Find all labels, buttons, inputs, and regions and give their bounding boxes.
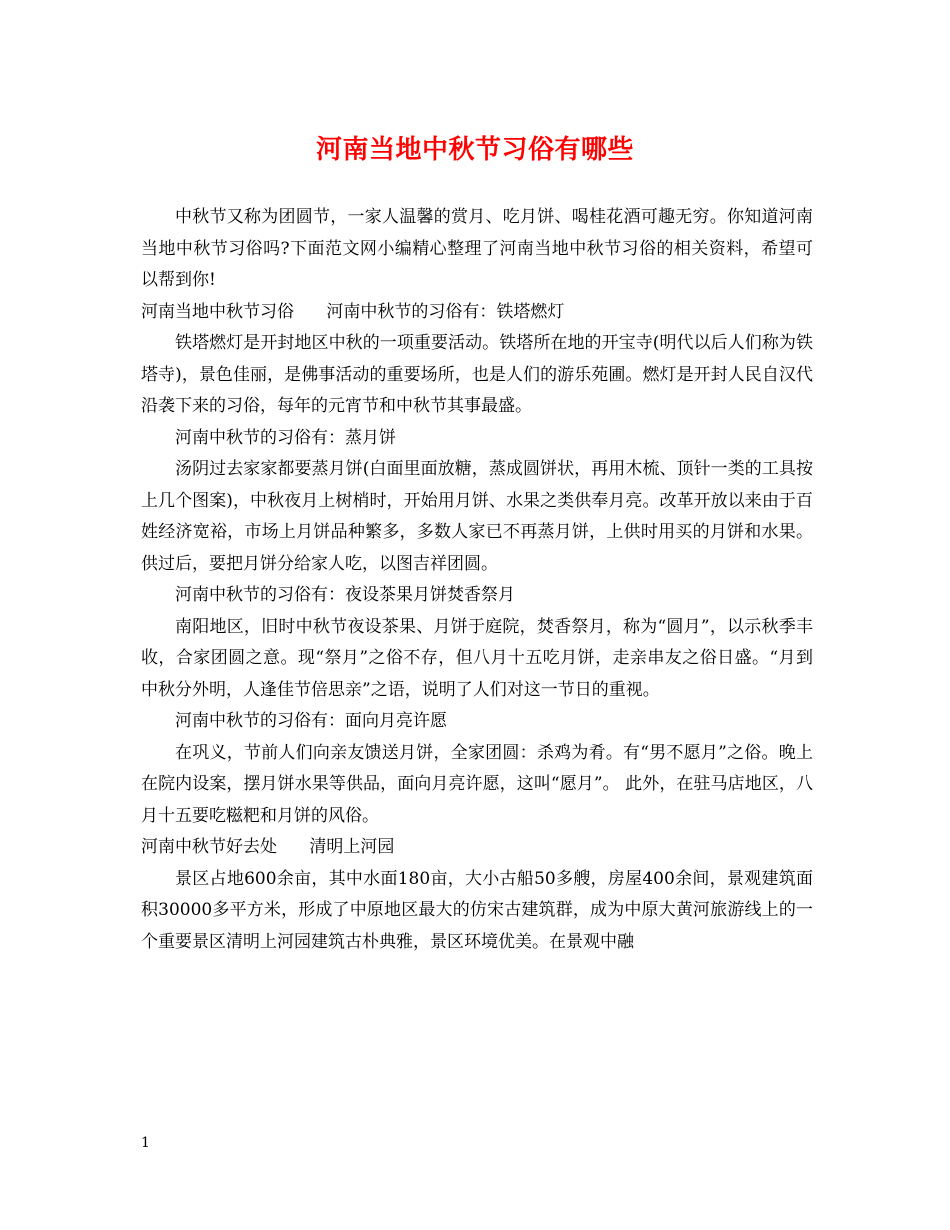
section-heading-moon-wish: 河南中秋节的习俗有：面向月亮许愿 [175,711,447,731]
section-heading-moon-worship: 河南中秋节的习俗有：夜设茶果月饼焚香祭月 [175,585,515,605]
section-heading-qingming-park: 河南中秋节好去处 清明上河园 [141,837,395,857]
paragraph-qingming-park: 景区占地600余亩，其中水面180亩，大小古船50多艘，房屋400余间，景观建筑面积30000多平方米，形成了中原地区最大的仿宋古建筑群，成为中原大黄河旅游线上的一个重要景区清明上河园建筑古朴典雅，景区环境优美。在景观中融 [141,868,813,952]
paragraph-moon-wish: 在巩义，节前人们向亲友馈送月饼，全家团圆：杀鸡为肴。有“男不愿月”之俗。晚上在院内设案，摆月饼水果等供品，面向月亮许愿，这叫“愿月”。 此外，在驻马店地区，八月十五要吃糍粑和月饼的风俗。 [141,742,813,826]
paragraph-steamed-mooncake: 汤阴过去家家都要蒸月饼(白面里面放糖，蒸成圆饼状，再用木梳、顶针一类的工具按上几个图案)，中秋夜月上树梢时，开始用月饼、水果之类供奉月亮。改革开放以来由于百姓经济宽裕，市场上月饼品种繁多，多数人家已不再蒸月饼，上供时用买的月饼和水果。供过后，要把月饼分给家人吃，以图吉祥团圆。 [141,459,813,574]
paragraph-iron-pagoda: 铁塔燃灯是开封地区中秋的一项重要活动。铁塔所在地的开宝寺(明代以后人们称为铁塔寺)，景色佳丽，是佛事活动的重要场所，也是人们的游乐苑圃。燃灯是开封人民自汉代沿袭下来的习俗，每年的元宵节和中秋节其事最盛。 [141,333,813,416]
paragraph-moon-worship: 南阳地区，旧时中秋节夜设茶果、月饼于庭院，焚香祭月，称为“圆月”，以示秋季丰收，合家团圆之意。现“祭月”之俗不存，但八月十五吃月饼，走亲串友之俗日盛。“月到中秋分外明，人逢佳节倍思亲”之语，说明了人们对这一节日的重视。 [141,616,813,700]
document-body [141,202,813,958]
document-title: 河南当地中秋节习俗有哪些 [315,135,634,165]
intro-paragraph: 中秋节又称为团圆节，一家人温馨的赏月、吃月饼、喝桂花酒可趣无穷。你知道河南当地中秋节习俗吗?下面范文网小编精心整理了河南当地中秋节习俗的相关资料，希望可以帮到你! [141,207,813,290]
page-number: 1 [141,1135,150,1151]
section-heading-iron-pagoda: 河南当地中秋节习俗 河南中秋节的习俗有：铁塔燃灯 [141,301,565,322]
section-heading-steamed-mooncake: 河南中秋节的习俗有：蒸月饼 [175,427,396,448]
